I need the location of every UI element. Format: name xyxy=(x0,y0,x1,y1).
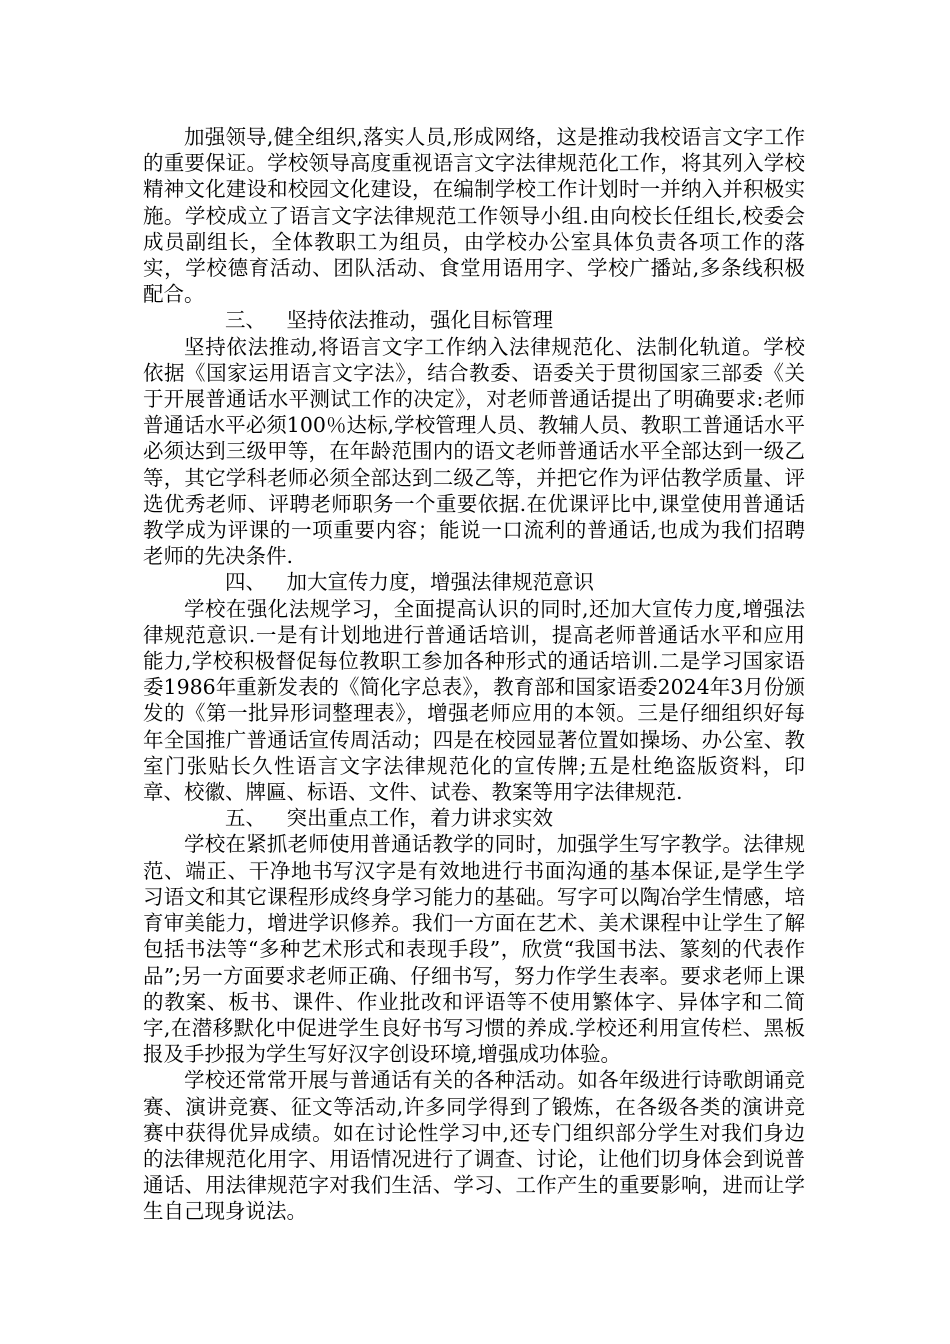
section-number: 五、 xyxy=(225,806,266,831)
section-heading-5 xyxy=(143,805,805,831)
paragraph-legal-promotion: 坚持依法推动,将语言文字工作纳入法律规范化、法制化轨道。学校依据《国家运用语言文字法》，结合教委、语委关于贯彻国家三部委《关于开展普通话水平测试工作的决定》，对老师普通话提出了明确要求:老师普通话水平必须100％达标,学校管理人员、教辅人员、教职工普通话水平必须达到三级甲等，在年龄范围内的语文老师普通话水平全部达到一级乙等，其它学科老师必须全部达到二级乙等，并把它作为评估教学质量、评选优秀老师、评聘老师职务一个重要依据.在优课评比中,课堂使用普通话教学成为评课的一项重要内容；能说一口流利的普通话,也成为我们招聘老师的先决条件. xyxy=(143,334,805,569)
section-heading-4 xyxy=(143,569,805,595)
section-number: 四、 xyxy=(225,570,266,595)
section-title: 加大宣传力度，增强法律规范意识 xyxy=(286,570,594,595)
paragraph-activities: 学校还常常开展与普通话有关的各种活动。如各年级进行诗歌朗诵竞赛、演讲竞赛、征文等活动,许多同学得到了锻炼，在各级各类的演讲竞赛中获得优异成绩。如在讨论性学习中,还专门组织部分学生对我们身边的法律规范化用字、用语情况进行了调查、讨论，让他们切身体会到说普通话、用法律规范字对我们生活、学习、工作产生的重要影响，进而让学生自己现身说法。 xyxy=(143,1068,805,1224)
paragraph-writing-teaching: 学校在紧抓老师使用普通话教学的同时，加强学生写字教学。法律规范、端正、干净地书写汉字是有效地进行书面沟通的基本保证,是学生学习语文和其它课程形成终身学习能力的基础。写字可以陶冶学生情感，培育审美能力，增进学识修养。我们一方面在艺术、美术课程中让学生了解包括书法等“多种艺术形式和表现手段”，欣赏“我国书法、篆刻的代表作品”;另一方面要求老师正确、仔细书写，努力作学生表率。要求老师上课的教案、板书、课件、作业批改和评语等不使用繁体字、异体字和二简字,在潜移默化中促进学生良好书写习惯的养成.学校还利用宣传栏、黑板报及手抄报为学生写好汉字创设环境,增强成功体验。 xyxy=(143,832,805,1067)
document-body xyxy=(143,124,805,1225)
paragraph-publicity: 学校在强化法规学习，全面提高认识的同时,还加大宣传力度,增强法律规范意识.一是有计划地进行普通话培训，提高老师普通话水平和应用能力,学校积极督促每位教职工参加各种形式的通话培训.二是学习国家语委1986年重新发表的《简化字总表》，教育部和国家语委2024年3月份颁发的《第一批异形词整理表》，增强老师应用的本领。三是仔细组织好每年全国推广普通话宣传周活动；四是在校园显著位置如操场、办公室、教室门张贴长久性语言文字法律规范化的宣传牌;五是杜绝盗版资料，印章、校徽、牌匾、标语、文件、试卷、教案等用字法律规范. xyxy=(143,596,805,805)
paragraph-leadership: 加强领导,健全组织,落实人员,形成网络，这是推动我校语言文字工作的重要保证。学校领导高度重视语言文字法律规范化工作，将其列入学校精神文化建设和校园文化建设，在编制学校工作计划时一并纳入并积极实施。学校成立了语言文字法律规范工作领导小组.由向校长任组长,校委会成员副组长，全体教职工为组员，由学校办公室具体负责各项工作的落实，学校德育活动、团队活动、食堂用语用字、学校广播站,多条线积极配合。 xyxy=(143,125,805,307)
section-number: 三、 xyxy=(225,308,266,333)
section-title: 突出重点工作，着力讲求实效 xyxy=(286,806,553,831)
section-heading-3 xyxy=(143,307,805,333)
section-title: 坚持依法推动，强化目标管理 xyxy=(286,308,553,333)
